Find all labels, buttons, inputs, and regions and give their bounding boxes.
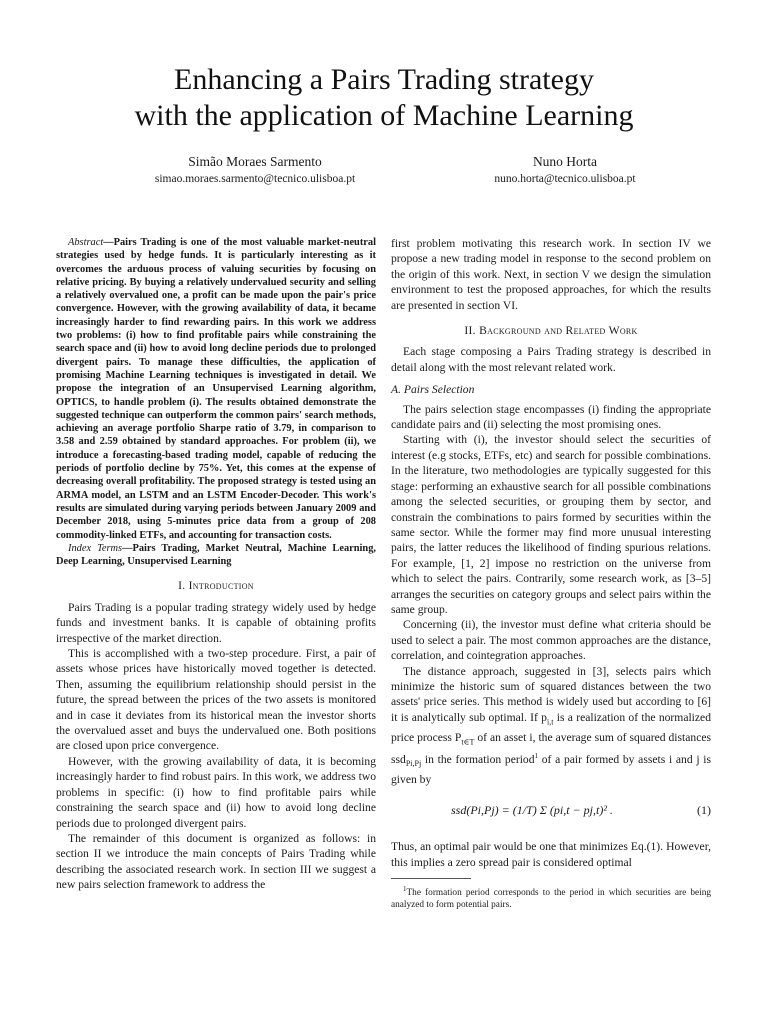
- section-heading-background: II. Background and Related Work: [464, 324, 638, 338]
- author-email: simao.moraes.sarmento@tecnico.ulisboa.pt: [154, 173, 356, 185]
- paragraph: Starting with (i), the investor should select the securities of interest (e.g stocks, ETFs, etc) and search for possible combinations. In the literature, two methodologies are typically suggested for this stage: performing an exhaustive search for all possible combinations among the selected securities, or grouping them by sector, and constrain the combinations to pairs formed by securities within the same sector. While the former may find more unusual interesting pairs, the latter reduces the likelihood of finding spurious relations. For example, [1, 2] impose no restriction on the universe from which to select the pairs. Contrarily, some research work, as [3–5] arranges the securities on category groups and select pairs within the same group.: [391, 433, 711, 616]
- abstract: [56, 236, 376, 542]
- text-run: of an asset i, the average sum of squared distances ssd: [391, 730, 712, 767]
- paragraph: The distance approach, suggested in [3], selects pairs which minimize the historic sum of squared distances between the two assets' price series. This method is widely used but according to [6] it is analytically sub optimal. If $p_{i,t}$ is a realization of the normalized price process $P_{t\in T}$ of an asset i, the average sum of squared distances ssd$_{Pi,Pj}$ in the formation period$^1$ of a pair formed by assets i and j is given by: [391, 664, 712, 786]
- paragraph: Thus, an optimal pair would be one that minimizes Eq.(1). However, this implies a zero spread pair is considered optimal: [391, 840, 711, 869]
- paragraph: Pairs Trading is a popular trading strategy widely used by hedge funds and investment banks. It is capable of obtaining profits irrespective of the market direction.: [56, 600, 376, 645]
- paper-title: [40, 62, 728, 134]
- paragraph: Concerning (ii), the investor must define what criteria should be used to select a pair. The most common approaches are the distance, correlation, and cointegration approaches.: [391, 618, 711, 663]
- title-line-2: with the application of Machine Learning: [134, 99, 634, 132]
- paragraph: However, with the growing availability of data, it is becoming increasingly harder to find robust pairs. In this work, we address two problems in specific: (i) how to find profitable pairs while constraining the search space and (ii) how to avoid long decline periods due to prolonged divergent pairs.: [56, 754, 376, 830]
- paragraph: Each stage composing a Pairs Trading strategy is described in detail along with the most relevant related work.: [391, 345, 711, 374]
- left-column: [56, 236, 376, 893]
- footnote-text: The formation period corresponds to the period in which securities are being analyzed to form potential pairs.: [391, 888, 711, 911]
- footnote: [391, 883, 711, 911]
- footnote-divider: [391, 878, 471, 879]
- paragraph: The remainder of this document is organized as follows: in section II we introduce the main concepts of Pairs Trading while describing the associated research work. In section III we suggest a new pairs selection framework to address the: [56, 831, 376, 892]
- subsection-heading-pairs-selection: A. Pairs Selection: [391, 383, 475, 397]
- paragraph-continued: first problem motivating this research work. In section IV we propose a new trading model in response to the second problem on the origin of this work. Next, in section V we design the simulation environment to test the proposed approaches, for which the results are presented in section VI.: [391, 237, 711, 312]
- text-run: The distance approach, suggested in [3], selects pairs which minimize the historic sum of squared distances between the two assets' price series. This method is widely used but according to [6] it is analytically sub optimal. If p: [391, 664, 711, 724]
- paragraph: The pairs selection stage encompasses (i) finding the appropriate candidate pairs and (ii) selecting the most promising ones.: [391, 402, 711, 432]
- equation-number: (1): [697, 803, 711, 818]
- abstract-text: —Pairs Trading is one of the most valuable market-neutral strategies used by hedge funds. It is particularly interesting as it overcomes the arduous process of valuing securities by focusing on relative pricing. By buying a relatively undervalued security and selling a relatively overvalued one, a profit can be made upon the pair's price convergence. However, with the growing availability of data, it became increasingly harder to find rewarding pairs. In this work we address two problems: (i) how to find profitable pairs while constraining the search space and (ii) how to avoid long decline periods due to prolonged divergent pairs. To manage these difficulties, the application of promising Machine Learning techniques is investigated in detail. We propose the integration of an Unsupervised Learning algorithm, OPTICS, to handle problem (i). The results obtained demonstrate the suggested technique can outperform the common pairs' search methods, achieving an average portfolio Sharpe ratio of 3.79, in comparison to 3.58 and 2.59 obtained by standard approaches. For problem (ii), we introduce a forecasting-based trading model, capable of reducing the periods of portfolio decline by 75%. Yet, this comes at the expense of decreasing overall profitability. The proposed strategy is tested using an ARMA model, an LSTM and an LSTM Encoder-Decoder. This work's results are simulated during varying periods between January 2009 and December 2018, using 5-minutes price data from a group of 208 commodity-linked ETFs, and accounting for transaction costs.: [56, 237, 376, 541]
- text-run: of a pair formed by assets i and j is given by: [391, 753, 711, 786]
- section-heading-introduction: I. Introduction: [178, 579, 254, 593]
- abstract-label: Abstract: [68, 237, 104, 248]
- right-column: [391, 236, 711, 911]
- equation-1: [391, 791, 711, 835]
- author-block-1: [105, 153, 405, 187]
- equation-body: ssd(Pi,Pj) = (1/T) Σ (pi,t − pj,t)² .: [451, 803, 613, 818]
- title-line-1: Enhancing a Pairs Trading strategy: [174, 63, 594, 96]
- author-block-2: [415, 153, 715, 187]
- paragraph: This is accomplished with a two-step procedure. First, a pair of assets whose prices have historically moved together is detected. Then, assuming the equilibrium relationship should persist in the future, the spread between the prices of the two assets is monitored and in case it deviates from its historical mean the investor shorts the overvalued asset and buys the undervalued one. Both positions are closed upon price convergence.: [56, 647, 376, 753]
- author-email: nuno.horta@tecnico.ulisboa.pt: [494, 173, 636, 185]
- text-run: in the formation period: [421, 753, 535, 767]
- author-name: Simão Moraes Sarmento: [188, 154, 322, 169]
- text-run: is a realization of the normalized price process P: [391, 710, 711, 744]
- footnote-ref: 1: [534, 752, 539, 761]
- footnote-mark: 1: [403, 885, 407, 894]
- index-terms-text: —Pairs Trading, Market Neutral, Machine Learning, Deep Learning, Unsupervised Learning: [56, 542, 376, 568]
- index-terms: [56, 542, 376, 569]
- author-name: Nuno Horta: [532, 154, 598, 169]
- index-terms-label: Index Terms: [68, 542, 123, 554]
